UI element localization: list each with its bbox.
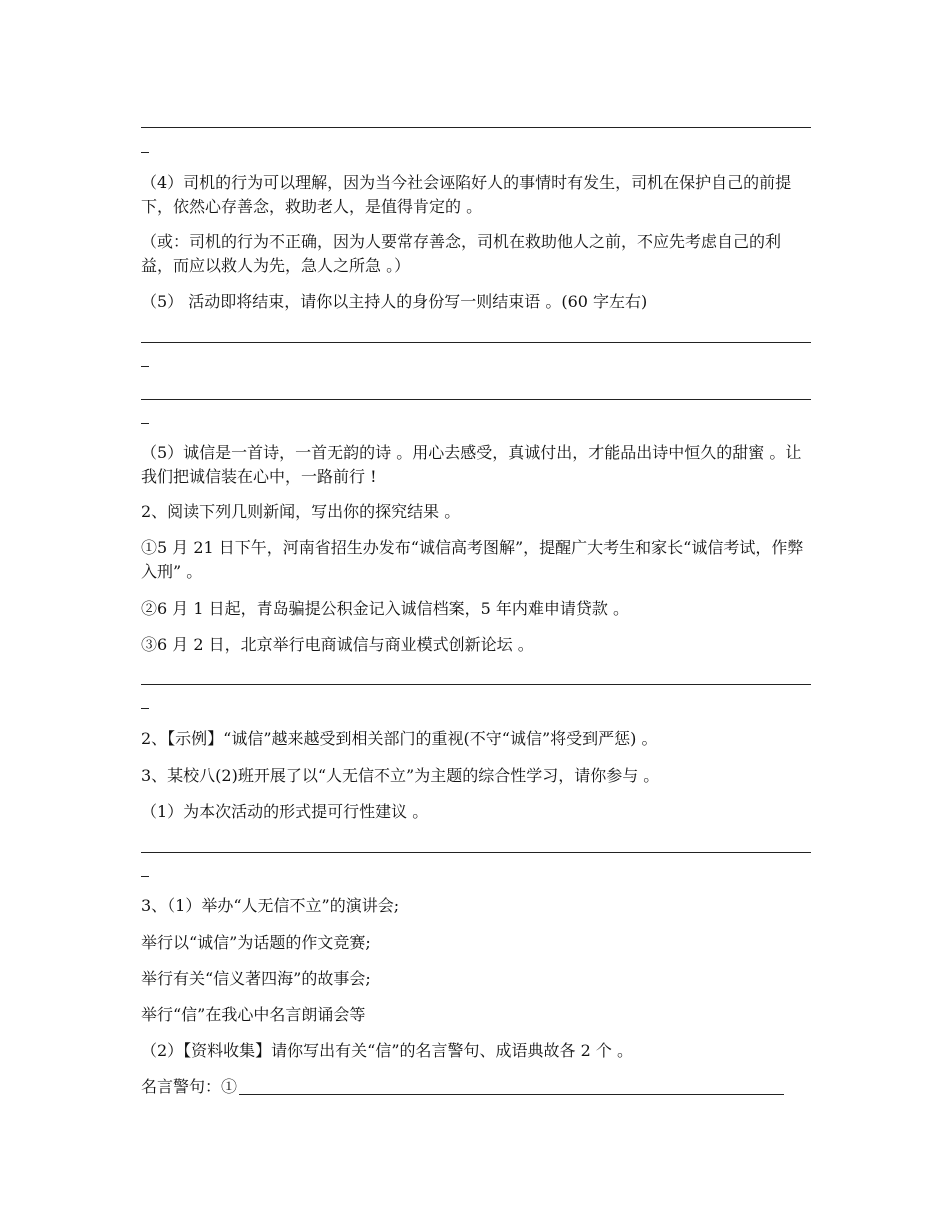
quote-label: 名言警句：① <box>141 1077 238 1096</box>
question-paragraph: 2、阅读下列几则新闻，写出你的探究结果 。 <box>141 502 461 521</box>
answer-line-tail <box>141 708 149 709</box>
question-paragraph: 3、某校八(2)班开展了以“人无信不立”为主题的综合性学习，请你参与 。 <box>141 766 660 785</box>
answer-paragraph: （5）诚信是一首诗，一首无韵的诗 。用心去感受，真诚付出，才能品出诗中恒久的甜蜜 。让我们把诚信装在心中，一路前行 ! <box>141 443 802 486</box>
answer-paragraph: 举行“信”在我心中名言朗诵会等 <box>141 1005 366 1024</box>
answer-line <box>141 127 811 128</box>
answer-line-tail <box>141 423 149 424</box>
answer-paragraph: 举行有关“信义著四海”的故事会; <box>141 969 371 988</box>
answer-line <box>141 399 811 400</box>
answer-paragraph: 2、【示例】“诚信”越来越受到相关部门的重视(不守“诚信”将受到严惩) 。 <box>141 729 658 748</box>
answer-line <box>141 342 811 343</box>
question-paragraph: （1）为本次活动的形式提可行性建议 。 <box>141 802 429 821</box>
answer-line-tail <box>141 152 149 153</box>
answer-line-tail <box>141 366 149 367</box>
news-item: ①5 月 21 日下午，河南省招生办发布“诚信高考图解”，提醒广大考生和家长“诚信考试，作弊入刑” 。 <box>141 538 804 581</box>
answer-paragraph: （或：司机的行为不正确，因为人要常存善念，司机在救助他人之前，不应先考虑自己的利益，而应以救人为先，急人之所急 。） <box>141 232 782 275</box>
answer-line <box>141 852 811 853</box>
answer-paragraph: 3、（1）举办“人无信不立”的演讲会; <box>141 896 400 915</box>
question-paragraph: （5） 活动即将结束，请你以主持人的身份写一则结束语 。(60 字左右) <box>141 292 648 311</box>
answer-paragraph: （4）司机的行为可以理解，因为当今社会诬陷好人的事情时有发生，司机在保护自己的前提下，依然心存善念，救助老人，是值得肯定的 。 <box>141 173 792 216</box>
answer-line <box>141 684 811 685</box>
question-paragraph: （2）【资料收集】请你写出有关“信”的名言警句、成语典故各 2 个 。 <box>141 1041 633 1060</box>
news-item: ③6 月 2 日，北京举行电商诚信与商业模式创新论坛 。 <box>141 635 534 654</box>
answer-line-tail <box>141 876 149 877</box>
quote-blank-line[interactable] <box>239 1094 784 1095</box>
answer-paragraph: 举行以“诚信”为话题的作文竞赛; <box>141 933 371 952</box>
quote-answer-row <box>141 1075 811 1099</box>
news-item: ②6 月 1 日起，青岛骗提公积金记入诚信档案，5 年内难申请贷款 。 <box>141 599 629 618</box>
